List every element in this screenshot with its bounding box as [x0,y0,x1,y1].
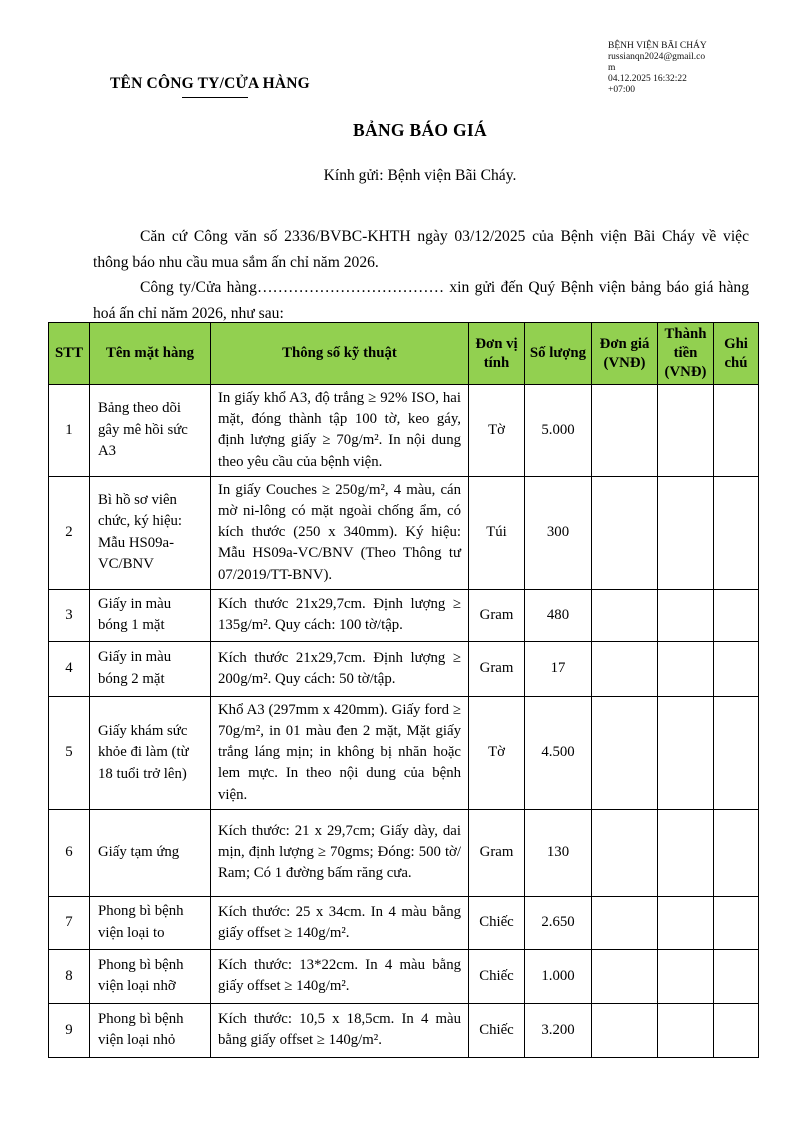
cell-note [714,896,759,949]
timestamp-stamp [608,41,758,96]
cell-stt: 4 [49,641,90,696]
header-cell-total: Thành tiền (VNĐ) [658,323,714,385]
header-cell-note: Ghi chú [714,323,759,385]
cell-unit: Tờ [469,696,525,809]
header-cell-qty: Số lượng [525,323,592,385]
cell-name: Phong bì bệnh viện loại nhỡ [90,949,211,1003]
cell-note [714,385,759,477]
cell-qty: 300 [525,476,592,589]
body-paragraphs [93,224,749,326]
paragraph-intro: Công ty/Cửa hàng……………………………… xin gửi đến Quý Bệnh viện bảng báo giá hàng hoá ấn chỉ năm 2026, như sau: [93,279,749,322]
cell-total [658,696,714,809]
cell-qty: 4.500 [525,696,592,809]
cell-note [714,641,759,696]
cell-unit: Tờ [469,385,525,477]
header-cell-stt: STT [49,323,90,385]
cell-price [592,476,658,589]
cell-unit: Chiếc [469,896,525,949]
table-row [49,641,759,696]
cell-unit: Túi [469,476,525,589]
cell-spec: Kích thước: 10,5 x 18,5cm. In 4 màu bằng giấy offset ≥ 140g/m². [211,1003,469,1057]
stamp-email-line1: russianqn2024@gmail.co [608,52,706,62]
cell-qty: 130 [525,809,592,896]
header-cell-spec: Thông số kỹ thuật [211,323,469,385]
cell-name: Giấy khám sức khỏe đi làm (từ 18 tuổi trở lên) [90,696,211,809]
cell-name: Giấy tạm ứng [90,809,211,896]
stamp-email-line2: m [608,63,616,73]
table-row [49,809,759,896]
cell-spec: Kích thước 21x29,7cm. Định lượng ≥ 135g/m². Quy cách: 100 tờ/tập. [211,589,469,641]
cell-note [714,1003,759,1057]
company-name-label [110,75,310,93]
company-name-text: TÊN CÔNG TY/CỬA HÀNG [110,75,310,92]
cell-qty: 480 [525,589,592,641]
cell-note [714,476,759,589]
cell-spec: Kích thước: 13*22cm. In 4 màu bằng giấy offset ≥ 140g/m². [211,949,469,1003]
cell-spec: Kích thước: 25 x 34cm. In 4 màu bằng giấy offset ≥ 140g/m². [211,896,469,949]
cell-stt: 1 [49,385,90,477]
table-row [49,696,759,809]
cell-unit: Gram [469,809,525,896]
cell-name: Giấy in màu bóng 1 mặt [90,589,211,641]
table-row [49,385,759,477]
cell-price [592,696,658,809]
cell-unit: Chiếc [469,949,525,1003]
cell-note [714,696,759,809]
cell-unit: Gram [469,589,525,641]
cell-total [658,641,714,696]
stamp-datetime: 04.12.2025 16:32:22 [608,74,687,84]
cell-unit: Gram [469,641,525,696]
cell-name: Bảng theo dõi gây mê hồi sức A3 [90,385,211,477]
cell-note [714,809,759,896]
company-underline [182,97,248,98]
cell-spec: Khổ A3 (297mm x 420mm). Giấy ford ≥ 70g/m², in 01 màu đen 2 mặt, Mặt giấy trắng láng mịn; in không bị nhăn hoặc lem mực. In theo nội dung của bệnh viện. [211,696,469,809]
cell-price [592,809,658,896]
table-header-row [49,323,759,385]
stamp-timezone: +07:00 [608,85,635,95]
cell-stt: 6 [49,809,90,896]
cell-total [658,809,714,896]
cell-qty: 1.000 [525,949,592,1003]
cell-note [714,949,759,1003]
table-row [49,476,759,589]
paragraph-basis: Căn cứ Công văn số 2336/BVBC-KHTH ngày 03/12/2025 của Bệnh viện Bãi Cháy về việc thông báo nhu cầu mua sắm ấn chỉ năm 2026. [93,228,749,271]
cell-name: Phong bì bệnh viện loại to [90,896,211,949]
cell-stt: 5 [49,696,90,809]
stamp-hospital-name: BỆNH VIỆN BÃI CHÁY [608,41,707,51]
cell-qty: 5.000 [525,385,592,477]
cell-total [658,896,714,949]
cell-price [592,589,658,641]
header-cell-price: Đơn giá (VNĐ) [592,323,658,385]
cell-stt: 8 [49,949,90,1003]
cell-spec: In giấy khổ A3, độ trắng ≥ 92% ISO, hai mặt, đóng thành tập 100 tờ, keo gáy, định lượng giấy ≥ 70g/m². In nội dung theo yêu cầu của bệnh viện. [211,385,469,477]
cell-price [592,949,658,1003]
cell-spec: Kích thước 21x29,7cm. Định lượng ≥ 200g/m². Quy cách: 50 tờ/tập. [211,641,469,696]
cell-stt: 3 [49,589,90,641]
header-cell-name: Tên mặt hàng [90,323,211,385]
cell-total [658,949,714,1003]
cell-price [592,896,658,949]
cell-price [592,1003,658,1057]
cell-qty: 17 [525,641,592,696]
table-row [49,1003,759,1057]
cell-name: Phong bì bệnh viện loại nhỏ [90,1003,211,1057]
document-title: BẢNG BÁO GIÁ [353,120,487,140]
cell-qty: 2.650 [525,896,592,949]
cell-total [658,385,714,477]
cell-name: Bì hồ sơ viên chức, ký hiệu: Mẫu HS09a-VC/BNV [90,476,211,589]
cell-name: Giấy in màu bóng 2 mặt [90,641,211,696]
cell-note [714,589,759,641]
cell-stt: 7 [49,896,90,949]
cell-total [658,589,714,641]
cell-qty: 3.200 [525,1003,592,1057]
cell-spec: Kích thước: 21 x 29,7cm; Giấy dày, dai mịn, định lượng ≥ 70gms; Đóng: 500 tờ/ Ram; Có 1 đường bấm răng cưa. [211,809,469,896]
cell-total [658,1003,714,1057]
table-row [49,589,759,641]
table-row [49,896,759,949]
cell-total [658,476,714,589]
cell-spec: In giấy Couches ≥ 250g/m², 4 màu, cán mờ ni-lông có mặt ngoài chống ẩm, có kích thước (250 x 340mm). Ký hiệu: Mẫu HS09a-VC/BNV (Theo Thông tư 07/2019/TT-BNV). [211,476,469,589]
cell-stt: 2 [49,476,90,589]
cell-unit: Chiếc [469,1003,525,1057]
cell-stt: 9 [49,1003,90,1057]
table-row [49,949,759,1003]
cell-price [592,385,658,477]
recipient-line: Kính gửi: Bệnh viện Bãi Cháy. [323,167,517,184]
quote-table [48,322,759,1058]
header-cell-unit: Đơn vị tính [469,323,525,385]
cell-price [592,641,658,696]
